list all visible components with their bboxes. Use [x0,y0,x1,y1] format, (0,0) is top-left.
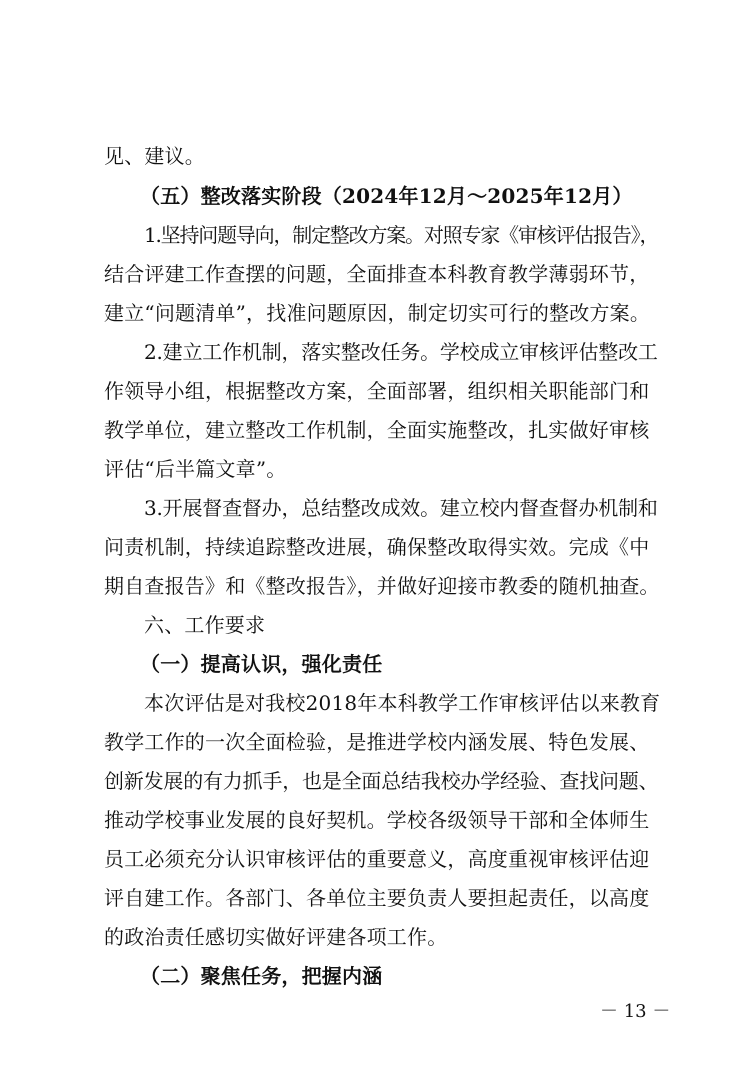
paragraph-line: 的政治责任感切实做好评建各项工作。 [104,925,448,949]
paragraph-line: 员工必须充分认识审核评估的重要意义，高度重视审核评估迎 [104,847,650,871]
subsection-heading-2: （二）聚焦任务，把握内涵 [140,964,383,988]
paragraph-line: 建立“问题清单”，找准问题原因，制定切实可行的整改方案。 [104,301,651,325]
paragraph-line: 评估“后半篇文章”。 [104,457,287,481]
text-line: 见、建议。 [104,144,205,168]
paragraph-line: 3.开展督查督办，总结整改成效。建立校内督查督办机制和 [144,496,658,520]
paragraph-line: 创新发展的有力抓手，也是全面总结我校办学经验、查找问题、 [104,769,659,793]
paragraph-line: 本次评估是对我校2018年本科教学工作审核评估以来教育 [144,691,661,715]
paragraph-line: 2.建立工作机制，落实整改任务。学校成立审核评估整改工 [144,340,658,364]
paragraph-line: 推动学校事业发展的良好契机。学校各级领导干部和全体师生 [104,808,650,832]
section-heading-phase-5: （五）整改落实阶段（2024年12月～2025年12月） [140,184,633,208]
paragraph-line: 结合评建工作查摆的问题，全面排查本科教育教学薄弱环节， [104,262,650,286]
paragraph-line: 问责机制，持续追踪整改进展，确保整改取得实效。完成《中 [104,535,650,559]
paragraph-line: 期自查报告》和《整改报告》，并做好迎接市教委的随机抽查。 [104,574,660,598]
paragraph-line: 1.坚持问题导向，制定整改方案。对照专家《审核评估报告》， [144,223,659,247]
subsection-heading-1: （一）提高认识，强化责任 [140,652,383,676]
paragraph-line: 作领导小组，根据整改方案，全面部署，组织相关职能部门和 [104,379,650,403]
paragraph-line: 教学单位，建立整改工作机制，全面实施整改，扎实做好审核 [104,418,650,442]
section-heading-work-requirements: 六、工作要求 [144,613,266,637]
paragraph-line: 评自建工作。各部门、各单位主要负责人要担起责任，以高度 [104,886,650,910]
paragraph-line: 教学工作的一次全面检验，是推进学校内涵发展、特色发展、 [104,730,650,754]
page-number: － 13 － [600,1001,671,1022]
